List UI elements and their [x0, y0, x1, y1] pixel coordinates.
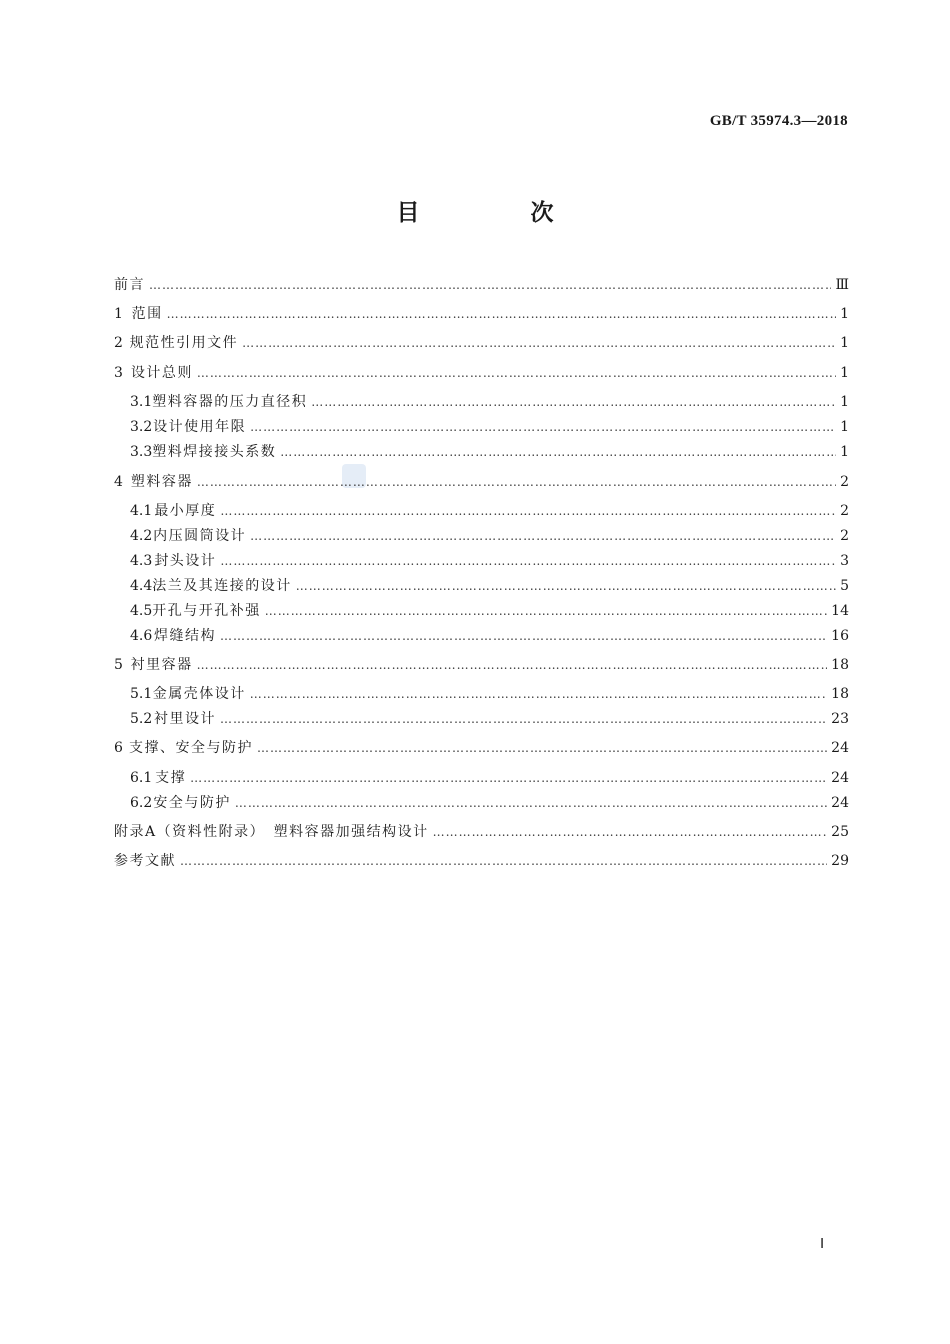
toc-entry[interactable] — [114, 274, 849, 296]
toc-entry-number: 3.2 — [130, 419, 153, 435]
toc-entry-page: Ⅲ — [835, 277, 849, 293]
toc-entry[interactable] — [114, 737, 849, 759]
toc-entry-page: 18 — [831, 686, 849, 702]
toc-entry-label: 塑料焊接接头系数 — [152, 444, 277, 460]
toc-entry[interactable] — [114, 654, 849, 676]
toc-leader-dots — [220, 554, 836, 568]
toc-entry-number: 5 — [114, 657, 123, 673]
toc-entry[interactable] — [114, 391, 849, 413]
toc-entry[interactable] — [114, 792, 849, 814]
toc-leader-dots — [257, 741, 827, 755]
toc-entry-label: 设计总则 — [130, 365, 193, 381]
toc-leader-dots — [190, 771, 827, 785]
toc-entry-page: 14 — [831, 603, 849, 619]
toc-entry-number: 4.4 — [130, 578, 153, 594]
toc-entry[interactable] — [114, 362, 849, 384]
toc-leader-dots — [220, 504, 836, 518]
toc-leader-dots — [250, 687, 827, 701]
toc-entry-page: 2 — [840, 528, 849, 544]
toc-entry-number: 4.1 — [130, 503, 153, 519]
toc-entry-label: 设计使用年限 — [153, 419, 247, 435]
toc-entry[interactable] — [114, 767, 849, 789]
toc-entry-page: 5 — [840, 578, 849, 594]
toc-entry[interactable] — [114, 850, 849, 872]
toc-entry-label: 法兰及其连接的设计 — [152, 578, 292, 594]
toc-entry-page: 23 — [831, 711, 849, 727]
toc-entry-label: 封头设计 — [154, 553, 217, 569]
toc-entry-label: 前言 — [114, 277, 145, 293]
toc-entry[interactable] — [114, 550, 849, 572]
toc-entry-label: 衬里容器 — [130, 657, 193, 673]
toc-entry-number: 4 — [114, 474, 123, 490]
toc-leader-dots — [220, 712, 827, 726]
toc-entry-page: 24 — [831, 740, 849, 756]
toc-entry-label: 金属壳体设计 — [152, 686, 246, 702]
toc-entry-page: 16 — [831, 628, 849, 644]
toc-entry-number: 2 — [114, 335, 123, 351]
toc-leader-dots — [197, 475, 836, 489]
toc-entry[interactable] — [114, 525, 849, 547]
toc-entry-page: 1 — [840, 394, 849, 410]
page-title: 目 次 — [396, 200, 598, 226]
toc-entry-page: 18 — [831, 657, 849, 673]
toc-entry-label: 支撑 — [155, 770, 187, 786]
toc-entry-label: 开孔与开孔补强 — [152, 603, 261, 619]
toc-entry[interactable] — [114, 416, 849, 438]
toc-entry[interactable] — [114, 708, 849, 730]
toc-entry[interactable] — [114, 500, 849, 522]
toc-entry-label: 焊缝结构 — [153, 628, 216, 644]
toc-entry-page: 24 — [831, 795, 849, 811]
toc-entry[interactable] — [114, 303, 849, 325]
toc-entry-page: 2 — [840, 503, 849, 519]
toc-entry-page: 2 — [840, 474, 849, 490]
toc-entry[interactable] — [114, 625, 849, 647]
toc-entry-number: 4.6 — [130, 628, 153, 644]
toc-entry-number: 6.1 — [130, 770, 153, 786]
toc-entry-page: 1 — [840, 444, 849, 460]
toc-entry-number: 6.2 — [130, 795, 153, 811]
toc-leader-dots — [220, 629, 827, 643]
toc-entry[interactable] — [114, 441, 849, 463]
toc-entry-page: 25 — [831, 824, 849, 840]
toc-entry-page: 24 — [831, 770, 849, 786]
toc-entry-label: 最小厚度 — [154, 503, 217, 519]
toc-entry-label: 支撑、安全与防护 — [129, 740, 253, 756]
toc-entry-number: 5.1 — [130, 686, 153, 702]
toc-entry-page: 29 — [831, 853, 849, 869]
toc-leader-dots — [296, 579, 836, 593]
toc-entry-label: 塑料容器 — [130, 474, 193, 490]
toc-entry-number: 3.3 — [130, 444, 153, 460]
toc-leader-dots — [311, 395, 836, 409]
toc-entry-label: 衬里设计 — [153, 711, 216, 727]
toc-entry-label: 参考文献 — [114, 853, 176, 869]
toc-entry-page: 1 — [840, 365, 849, 381]
page-number: Ⅰ — [820, 1237, 825, 1252]
toc-entry-number: 1 — [114, 306, 123, 322]
toc-entry-number: 3.1 — [130, 394, 153, 410]
toc-leader-dots — [265, 604, 827, 618]
toc-entry-label: 规范性引用文件 — [129, 335, 239, 351]
toc-entry[interactable] — [114, 332, 849, 354]
toc-leader-dots — [280, 445, 836, 459]
toc-entry-page: 1 — [840, 306, 849, 322]
toc-entry[interactable] — [114, 575, 849, 597]
toc-entry-number: 4.2 — [130, 528, 153, 544]
toc-leader-dots — [197, 366, 836, 380]
toc-entry-number: 3 — [114, 365, 123, 381]
toc-entry-number: 4.3 — [130, 553, 153, 569]
toc-entry-page: 1 — [840, 335, 849, 351]
toc-entry-number: 4.5 — [130, 603, 153, 619]
toc-entry-label: 范围 — [131, 306, 163, 322]
toc-leader-dots — [180, 854, 827, 868]
toc-leader-dots — [197, 658, 828, 672]
toc-entry-number: 6 — [114, 740, 123, 756]
toc-leader-dots — [235, 796, 827, 810]
toc-entry-label: 内压圆筒设计 — [153, 528, 247, 544]
standard-code: GB/T 35974.3—2018 — [709, 113, 848, 129]
toc-entry[interactable] — [114, 821, 849, 843]
toc-leader-dots — [242, 336, 836, 350]
toc-entry-number: 5.2 — [130, 711, 153, 727]
toc-leader-dots — [149, 278, 831, 292]
toc-leader-dots — [250, 420, 836, 434]
toc-leader-dots — [250, 529, 836, 543]
toc-entry-label: 安全与防护 — [153, 795, 231, 811]
toc-entry-label: 塑料容器的压力直径积 — [152, 394, 308, 410]
toc-entry[interactable] — [114, 471, 849, 493]
toc-entry-label: 附录A（资料性附录） 塑料容器加强结构设计 — [114, 824, 429, 840]
toc-entry-page: 3 — [840, 553, 849, 569]
toc-leader-dots — [433, 825, 828, 839]
toc-entry[interactable] — [114, 600, 849, 622]
toc-entry[interactable] — [114, 683, 849, 705]
toc-entry-page: 1 — [840, 419, 849, 435]
toc-leader-dots — [167, 307, 836, 321]
